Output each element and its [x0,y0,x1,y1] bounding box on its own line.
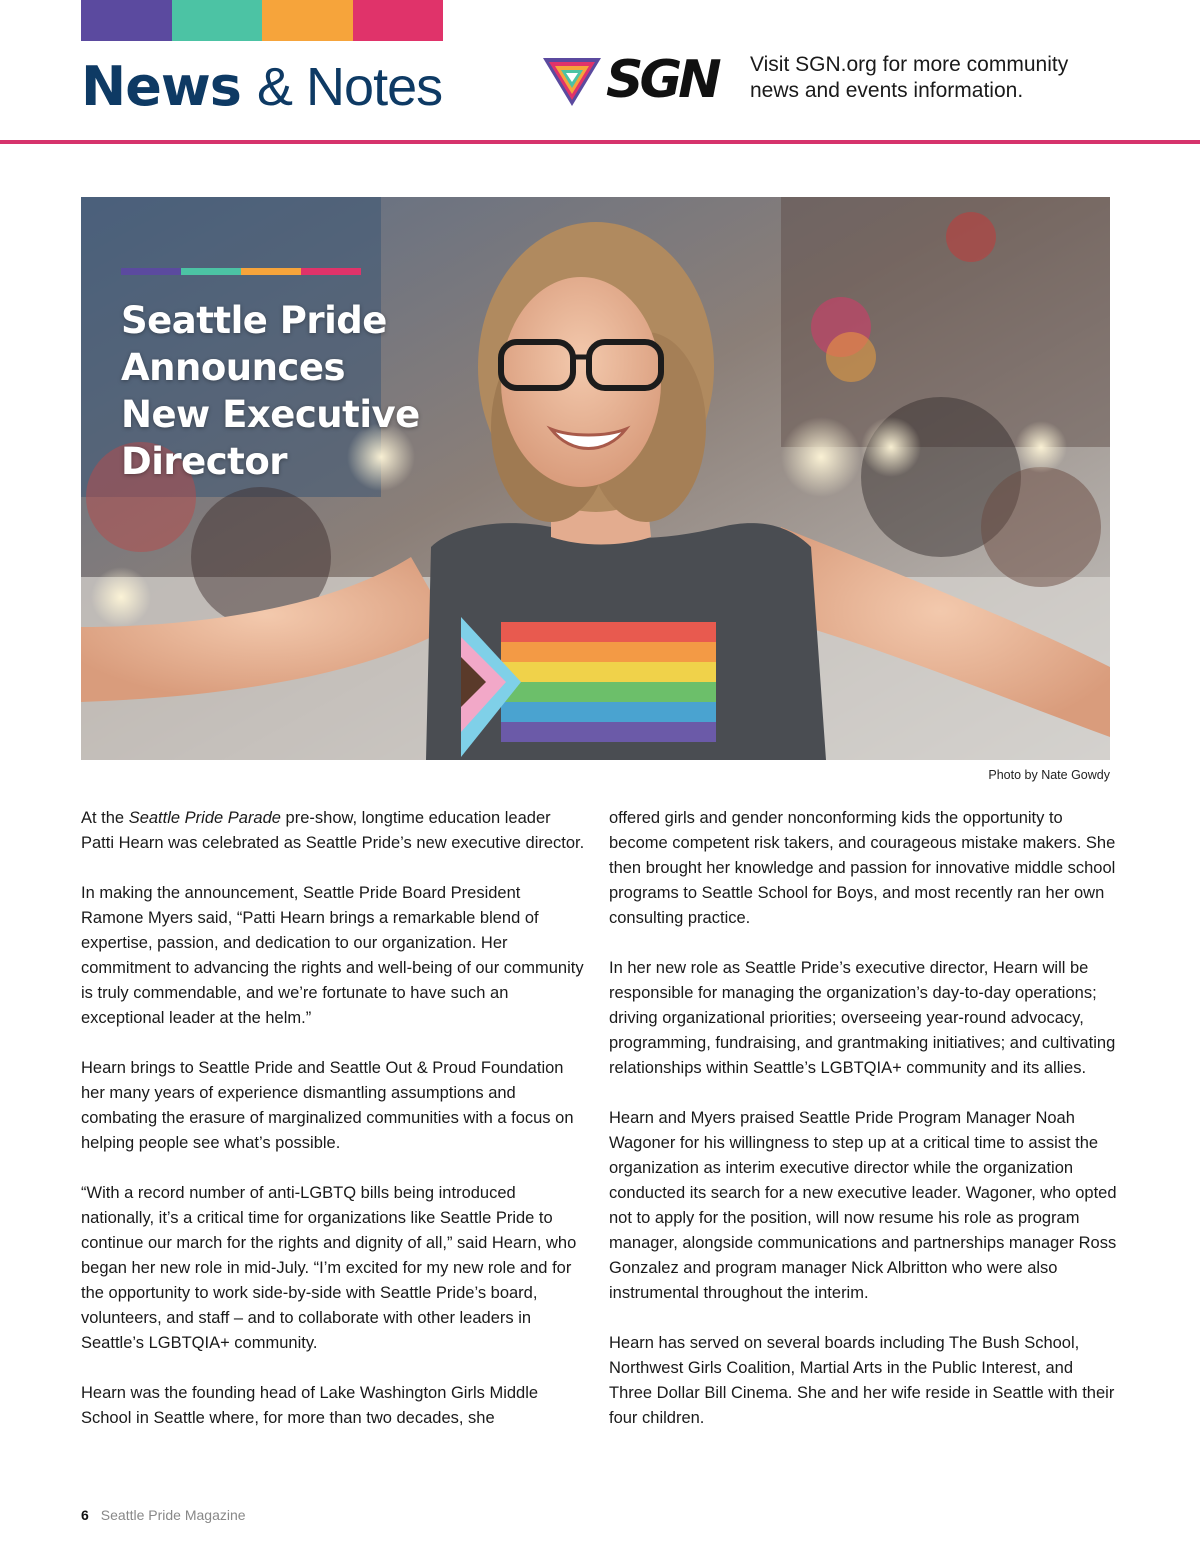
sgn-logo-text: SGN [606,50,718,110]
article-paragraph: In her new role as Seattle Pride’s executive director, Hearn will be responsible for managing the organization’s day-to-day operations; driving organizational priorities; overseeing year-round advocacy, programming, fundraising, and grantmaking initiatives; and cultivating relationships within Seattle’s LGBTQIA+ community and its allies. [609,959,1116,1077]
headline-bar-pink [301,268,361,275]
page-number: 6 [81,1507,89,1523]
color-segment-purple [81,0,172,41]
headline-line: Announces [121,346,345,389]
hero-photo [81,197,1110,760]
article-headline [121,297,441,485]
article-paragraph: Hearn has served on several boards including The Bush School, Northwest Girls Coalition, Martial Arts in the Public Interest, and Three Dollar Bill Cinema. She and her wife reside in Seattle with their four children. [609,1334,1115,1427]
page-footer [81,1507,246,1523]
photo-credit: Photo by Nate Gowdy [988,768,1110,782]
visit-sgn-text: Visit SGN.org for more community news and events information. [750,53,1069,102]
article-paragraph: Hearn and Myers praised Seattle Pride Program Manager Noah Wagoner for his willingness to step up at a critical time to assist the organization as interim executive director while the organization conducted its search for a new executive leader. Wagoner, who opted not to apply for the position, will now resume his role as program manager, alongside communications and partnerships manager Ross Gonzalez and program manager Nick Albritton who were also instrumental throughout the interim. [609,1109,1117,1302]
article-paragraph: Hearn brings to Seattle Pride and Seattle Out & Proud Foundation her many years of experience dismantling assumptions and combating the erasure of marginalized communities with a focus on helping people see what’s possible. [81,1059,574,1152]
event-name: Seattle Pride Parade [128,809,281,827]
headline-bar-purple [121,268,181,275]
color-segment-pink [353,0,444,41]
paragraph-intro-text: At the [81,809,129,827]
color-segment-orange [262,0,353,41]
article-column-left [81,806,586,1456]
headline-bar-orange [241,268,301,275]
article-paragraph: Hearn was the founding head of Lake Washington Girls Middle School in Seattle where, for more than two decades, she [81,1384,539,1427]
article-paragraph: In making the announcement, Seattle Pride Board President Ramone Myers said, “Patti Hearn brings a remarkable blend of expertise, passion, and dedication to our organization. Her commitment to advancing the rights and well-being of our community is truly commendable, and we’re fortunate to have such an exceptional leader at the helm.” [81,884,584,1027]
article-paragraph [81,806,586,856]
headline-line: Seattle Pride [121,299,387,342]
header-divider [0,140,1200,144]
section-title-bold: News [81,55,241,118]
headline-color-bar [121,268,361,275]
article-paragraph: “With a record number of anti-LGBTQ bills being introduced nationally, it’s a critical time for organizations like Seattle Pride to continue our march for the rights and dignity of all,” said Hearn, who began her new role in mid-July. “I’m excited for my new role and for the opportunity to work side-by-side with Seattle Pride’s board, volunteers, and staff – and to collaborate with other leaders in Seattle’s LGBTQIA+ community. [81,1184,577,1352]
article-paragraph: offered girls and gender nonconforming kids the opportunity to become competent risk takers, and courageous mistake makers. She then brought her knowledge and passion for innovative middle school programs to Seattle School for Boys, and most recently ran her own consulting practice. [609,809,1116,927]
paragraph-intro-rest: pre-show, longtime education leader Patti Hearn was celebrated as Seattle Pride’s new executive director. [81,809,585,852]
section-title [81,52,442,122]
publication-name: Seattle Pride Magazine [100,1507,246,1523]
headline-bar-teal [181,268,241,275]
header-color-bar [81,0,443,41]
article-column-right [609,806,1119,1456]
headline-line: New Executive [121,393,420,436]
color-segment-teal [172,0,263,41]
section-title-rest: & Notes [257,57,443,117]
headline-line: Director [121,440,288,483]
